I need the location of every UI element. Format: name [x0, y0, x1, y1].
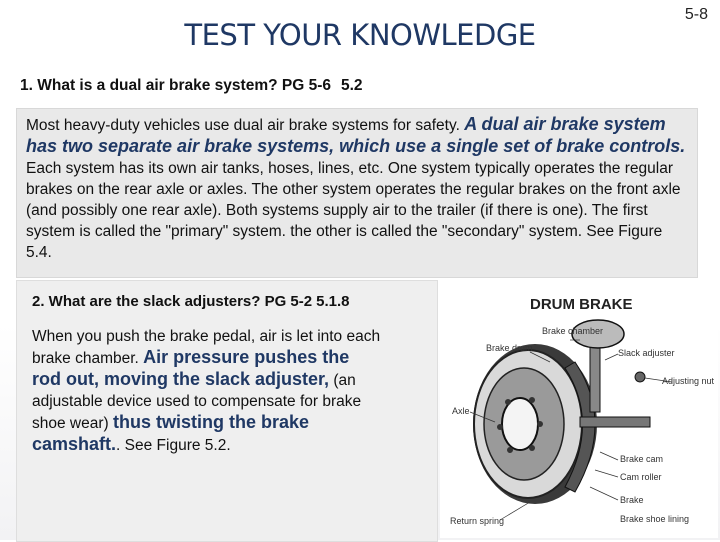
page-title: TEST YOUR KNOWLEDGE — [184, 18, 536, 52]
answer-2-emphasis-2: thus twisting the brake camshaft. — [32, 412, 310, 454]
camshaft-shape — [580, 417, 650, 427]
label-adjusting-nut: Adjusting nut — [662, 376, 715, 386]
slack-adjuster-shape — [590, 342, 600, 412]
label-brake-drum: Brake drum — [486, 343, 533, 353]
drum-brake-figure — [440, 282, 718, 538]
question-1-text: 1. What is a dual air brake system? PG 5-6 — [20, 77, 331, 94]
label-brake-shoe-lining: Brake shoe lining — [620, 514, 690, 524]
answer-1-emphasis: A dual air brake system has two separate air brake systems, which use a single set of brake controls. — [26, 114, 686, 156]
answer-2-part-1: When you push the brake pedal, air is let into each brake chamber. — [32, 328, 381, 367]
label-cam-roller: Cam roller — [620, 472, 662, 482]
label-brake-chamber: Brake chamber — [542, 326, 604, 336]
question-2-text: 2. What are the slack adjusters? PG 5-2 — [32, 293, 313, 310]
question-2 — [32, 293, 349, 310]
answer-2-part-3: . See Figure 5.2. — [116, 437, 231, 454]
answer-1-part-1: Most heavy-duty vehicles use dual air brake systems for safety. — [26, 117, 465, 134]
page-number: 5-8 — [684, 6, 708, 23]
question-1-section: 5.2 — [340, 77, 363, 94]
answer-1 — [26, 114, 692, 263]
answer-1-part-2: Each system has its own air tanks, hoses, lines, etc. One system typically operates the regular brakes on the rear axle or axles. The other system operates the regular brakes on the front axle (and possibly one rear axle). Both systems supply air to the trailer (if there is one). The first system is called the "primary" system. the other is called the "secondary" system. See Figure 5.4. — [26, 160, 681, 261]
hub-shape — [502, 398, 538, 450]
answer-2 — [32, 326, 382, 456]
figure-title: DRUM BRAKE — [530, 296, 633, 313]
question-2-section: 5.1.8 — [316, 293, 350, 310]
drum-brake-illustration — [440, 282, 718, 538]
answer-2-part-2: (an adjustable device used to compensate for brake shoe wear) — [32, 372, 362, 432]
label-brake-cam: Brake cam — [620, 454, 664, 464]
label-brake: Brake — [620, 495, 644, 505]
label-axle: Axle — [452, 406, 470, 416]
label-slack-adjuster: Slack adjuster — [618, 348, 675, 358]
label-return-spring: Return spring — [450, 516, 505, 526]
answer-2-emphasis-1: Air pressure pushes the rod out, moving the slack adjuster, — [32, 347, 350, 389]
question-1 — [20, 77, 363, 95]
